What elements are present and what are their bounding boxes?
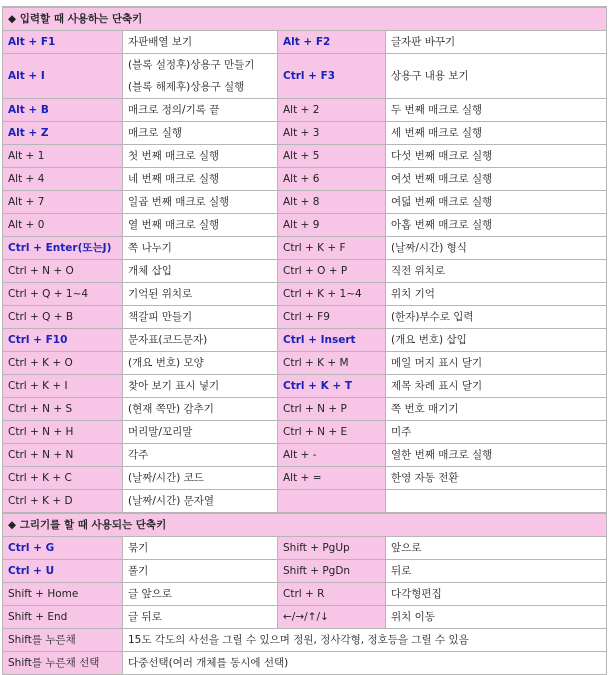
description-line: (블록 해제후)상용구 실행	[128, 81, 245, 93]
shortcut-key: ←/→/↑/↓	[278, 606, 386, 629]
shortcut-description: 글 앞으로	[123, 583, 278, 606]
shortcut-key: Alt + 9	[278, 214, 386, 237]
shortcut-description: 세 번째 매크로 실행	[386, 122, 607, 145]
shortcut-description: 묶기	[123, 537, 278, 560]
shortcut-description: 뒤로	[386, 560, 607, 583]
shortcut-description: 위치 이동	[386, 606, 607, 629]
shortcut-description: 기억된 위치로	[123, 283, 278, 306]
shortcut-description: (개요 번호) 삽입	[386, 329, 607, 352]
shortcut-description: 첫 번째 매크로 실행	[123, 145, 278, 168]
shortcut-description: 글자판 바꾸기	[386, 31, 607, 54]
shortcut-row	[3, 606, 607, 629]
shortcut-key: Ctrl + K + I	[3, 375, 123, 398]
shortcut-description: 쪽 번호 매기기	[386, 398, 607, 421]
shortcut-key: Alt + -	[278, 444, 386, 467]
shortcut-description: 개체 삽입	[123, 260, 278, 283]
shortcut-key: Ctrl + G	[3, 537, 123, 560]
shortcut-key: Ctrl + K + 1~4	[278, 283, 386, 306]
shortcut-key: Ctrl + O + P	[278, 260, 386, 283]
shortcut-description: 풀기	[123, 560, 278, 583]
shortcut-row	[3, 537, 607, 560]
shortcut-key: Alt + I	[3, 54, 123, 99]
shortcut-description: (날짜/시간) 형식	[386, 237, 607, 260]
shortcut-row	[3, 652, 607, 675]
shortcut-row	[3, 191, 607, 214]
shortcut-key: Ctrl + F9	[278, 306, 386, 329]
shortcut-description: 네 번째 매크로 실행	[123, 168, 278, 191]
shortcut-row	[3, 31, 607, 54]
shortcut-row	[3, 99, 607, 122]
shortcut-row	[3, 490, 607, 514]
shortcut-key: Ctrl + Insert	[278, 329, 386, 352]
shortcut-key: Alt + 8	[278, 191, 386, 214]
shortcut-description: 상용구 내용 보기	[386, 54, 607, 99]
shortcut-description: 다섯 번째 매크로 실행	[386, 145, 607, 168]
shortcut-key: Alt + 7	[3, 191, 123, 214]
shortcut-key: Ctrl + N + N	[3, 444, 123, 467]
shortcut-description: 다중선택(여러 개체를 동시에 선택)	[123, 652, 607, 675]
section-header	[3, 7, 607, 31]
shortcut-key: Shift + PgUp	[278, 537, 386, 560]
shortcut-key: Ctrl + Enter(또는J)	[3, 237, 123, 260]
section-title: ◆ 입력할 때 사용하는 단축키	[3, 7, 607, 31]
shortcut-description: (현재 쪽만) 감추기	[123, 398, 278, 421]
shortcut-key: Alt + =	[278, 467, 386, 490]
shortcut-description: 각주	[123, 444, 278, 467]
shortcut-description: 앞으로	[386, 537, 607, 560]
shortcut-key: Ctrl + K + C	[3, 467, 123, 490]
shortcut-key: Ctrl + N + P	[278, 398, 386, 421]
shortcut-row	[3, 398, 607, 421]
shortcut-key: Ctrl + Q + B	[3, 306, 123, 329]
shortcut-row	[3, 260, 607, 283]
shortcut-row	[3, 421, 607, 444]
shortcut-row	[3, 168, 607, 191]
shortcut-description: 여덟 번째 매크로 실행	[386, 191, 607, 214]
shortcut-description: 여섯 번째 매크로 실행	[386, 168, 607, 191]
shortcut-description: 열 번째 매크로 실행	[123, 214, 278, 237]
shortcut-key: Shift + PgDn	[278, 560, 386, 583]
shortcut-description: 쪽 나누기	[123, 237, 278, 260]
shortcut-key: Alt + 4	[3, 168, 123, 191]
shortcut-description: 글 뒤로	[123, 606, 278, 629]
shortcut-description: 위치 기억	[386, 283, 607, 306]
shortcut-key: Ctrl + R	[278, 583, 386, 606]
shortcut-description: (날짜/시간) 문자열	[123, 490, 278, 514]
shortcut-key: Ctrl + K + T	[278, 375, 386, 398]
shortcut-description: 일곱 번째 매크로 실행	[123, 191, 278, 214]
shortcut-description: 메일 머지 표시 달기	[386, 352, 607, 375]
shortcut-key: Ctrl + K + D	[3, 490, 123, 514]
shortcut-description: 자판배열 보기	[123, 31, 278, 54]
shortcut-description: 15도 각도의 사선을 그릴 수 있으며 정원, 정사각형, 정호등을 그릴 수 있음	[123, 629, 607, 652]
shortcut-key: Alt + 1	[3, 145, 123, 168]
shortcut-description: 머리말/꼬리말	[123, 421, 278, 444]
shortcut-key: Alt + 5	[278, 145, 386, 168]
shortcut-row	[3, 122, 607, 145]
shortcut-key: Alt + 3	[278, 122, 386, 145]
shortcut-description: 아홉 번째 매크로 실행	[386, 214, 607, 237]
shortcut-key: Ctrl + F10	[3, 329, 123, 352]
shortcut-description	[386, 490, 607, 514]
shortcut-key: Ctrl + Q + 1~4	[3, 283, 123, 306]
shortcut-key: Alt + 6	[278, 168, 386, 191]
shortcut-key: Alt + 0	[3, 214, 123, 237]
shortcut-row	[3, 629, 607, 652]
shortcut-description: 책갈피 만들기	[123, 306, 278, 329]
shortcut-key: Ctrl + N + E	[278, 421, 386, 444]
shortcut-description: 직전 위치로	[386, 260, 607, 283]
shortcut-key: Shift + Home	[3, 583, 123, 606]
shortcut-key: Ctrl + N + S	[3, 398, 123, 421]
shortcut-key: Alt + F1	[3, 31, 123, 54]
shortcut-row	[3, 560, 607, 583]
shortcut-table	[2, 6, 607, 675]
shortcut-key	[278, 490, 386, 514]
shortcut-row	[3, 145, 607, 168]
shortcut-key: Ctrl + N + H	[3, 421, 123, 444]
shortcut-row	[3, 444, 607, 467]
shortcut-description: 문자표(코드문자)	[123, 329, 278, 352]
description-line: (블록 설정후)상용구 만들기	[128, 59, 255, 71]
shortcut-row	[3, 352, 607, 375]
shortcut-description: 매크로 실행	[123, 122, 278, 145]
shortcut-table-body	[3, 7, 607, 675]
shortcut-description: 매크로 정의/기록 끝	[123, 99, 278, 122]
shortcut-description: (날짜/시간) 코드	[123, 467, 278, 490]
shortcut-description: (한자)부수로 입력	[386, 306, 607, 329]
shortcut-key: Ctrl + U	[3, 560, 123, 583]
shortcut-row	[3, 54, 607, 99]
shortcut-key: Alt + B	[3, 99, 123, 122]
section-header	[3, 513, 607, 537]
shortcut-description: 열한 번째 매크로 실행	[386, 444, 607, 467]
shortcut-description: (개요 번호) 모양	[123, 352, 278, 375]
shortcut-description	[123, 54, 278, 99]
shortcut-row	[3, 375, 607, 398]
shortcut-description: 다각형편집	[386, 583, 607, 606]
shortcut-key: Shift를 누른채	[3, 629, 123, 652]
shortcut-description: 제목 차례 표시 달기	[386, 375, 607, 398]
shortcut-description: 미주	[386, 421, 607, 444]
shortcut-description: 찾아 보기 표시 넣기	[123, 375, 278, 398]
shortcut-row	[3, 283, 607, 306]
shortcut-key: Ctrl + K + M	[278, 352, 386, 375]
shortcut-key: Ctrl + F3	[278, 54, 386, 99]
shortcut-key: Ctrl + N + O	[3, 260, 123, 283]
shortcut-row	[3, 329, 607, 352]
shortcut-description: 두 번째 매크로 실행	[386, 99, 607, 122]
shortcut-key: Ctrl + K + F	[278, 237, 386, 260]
shortcut-row	[3, 467, 607, 490]
shortcut-row	[3, 237, 607, 260]
shortcut-key: Shift를 누른채 선택	[3, 652, 123, 675]
shortcut-description: 한영 자동 전환	[386, 467, 607, 490]
shortcut-row	[3, 214, 607, 237]
shortcut-key: Shift + End	[3, 606, 123, 629]
shortcut-row	[3, 583, 607, 606]
shortcut-key: Ctrl + K + O	[3, 352, 123, 375]
shortcut-row	[3, 306, 607, 329]
shortcut-key: Alt + Z	[3, 122, 123, 145]
shortcut-key: Alt + 2	[278, 99, 386, 122]
shortcut-key: Alt + F2	[278, 31, 386, 54]
section-title: ◆ 그리기를 할 때 사용되는 단축키	[3, 513, 607, 537]
